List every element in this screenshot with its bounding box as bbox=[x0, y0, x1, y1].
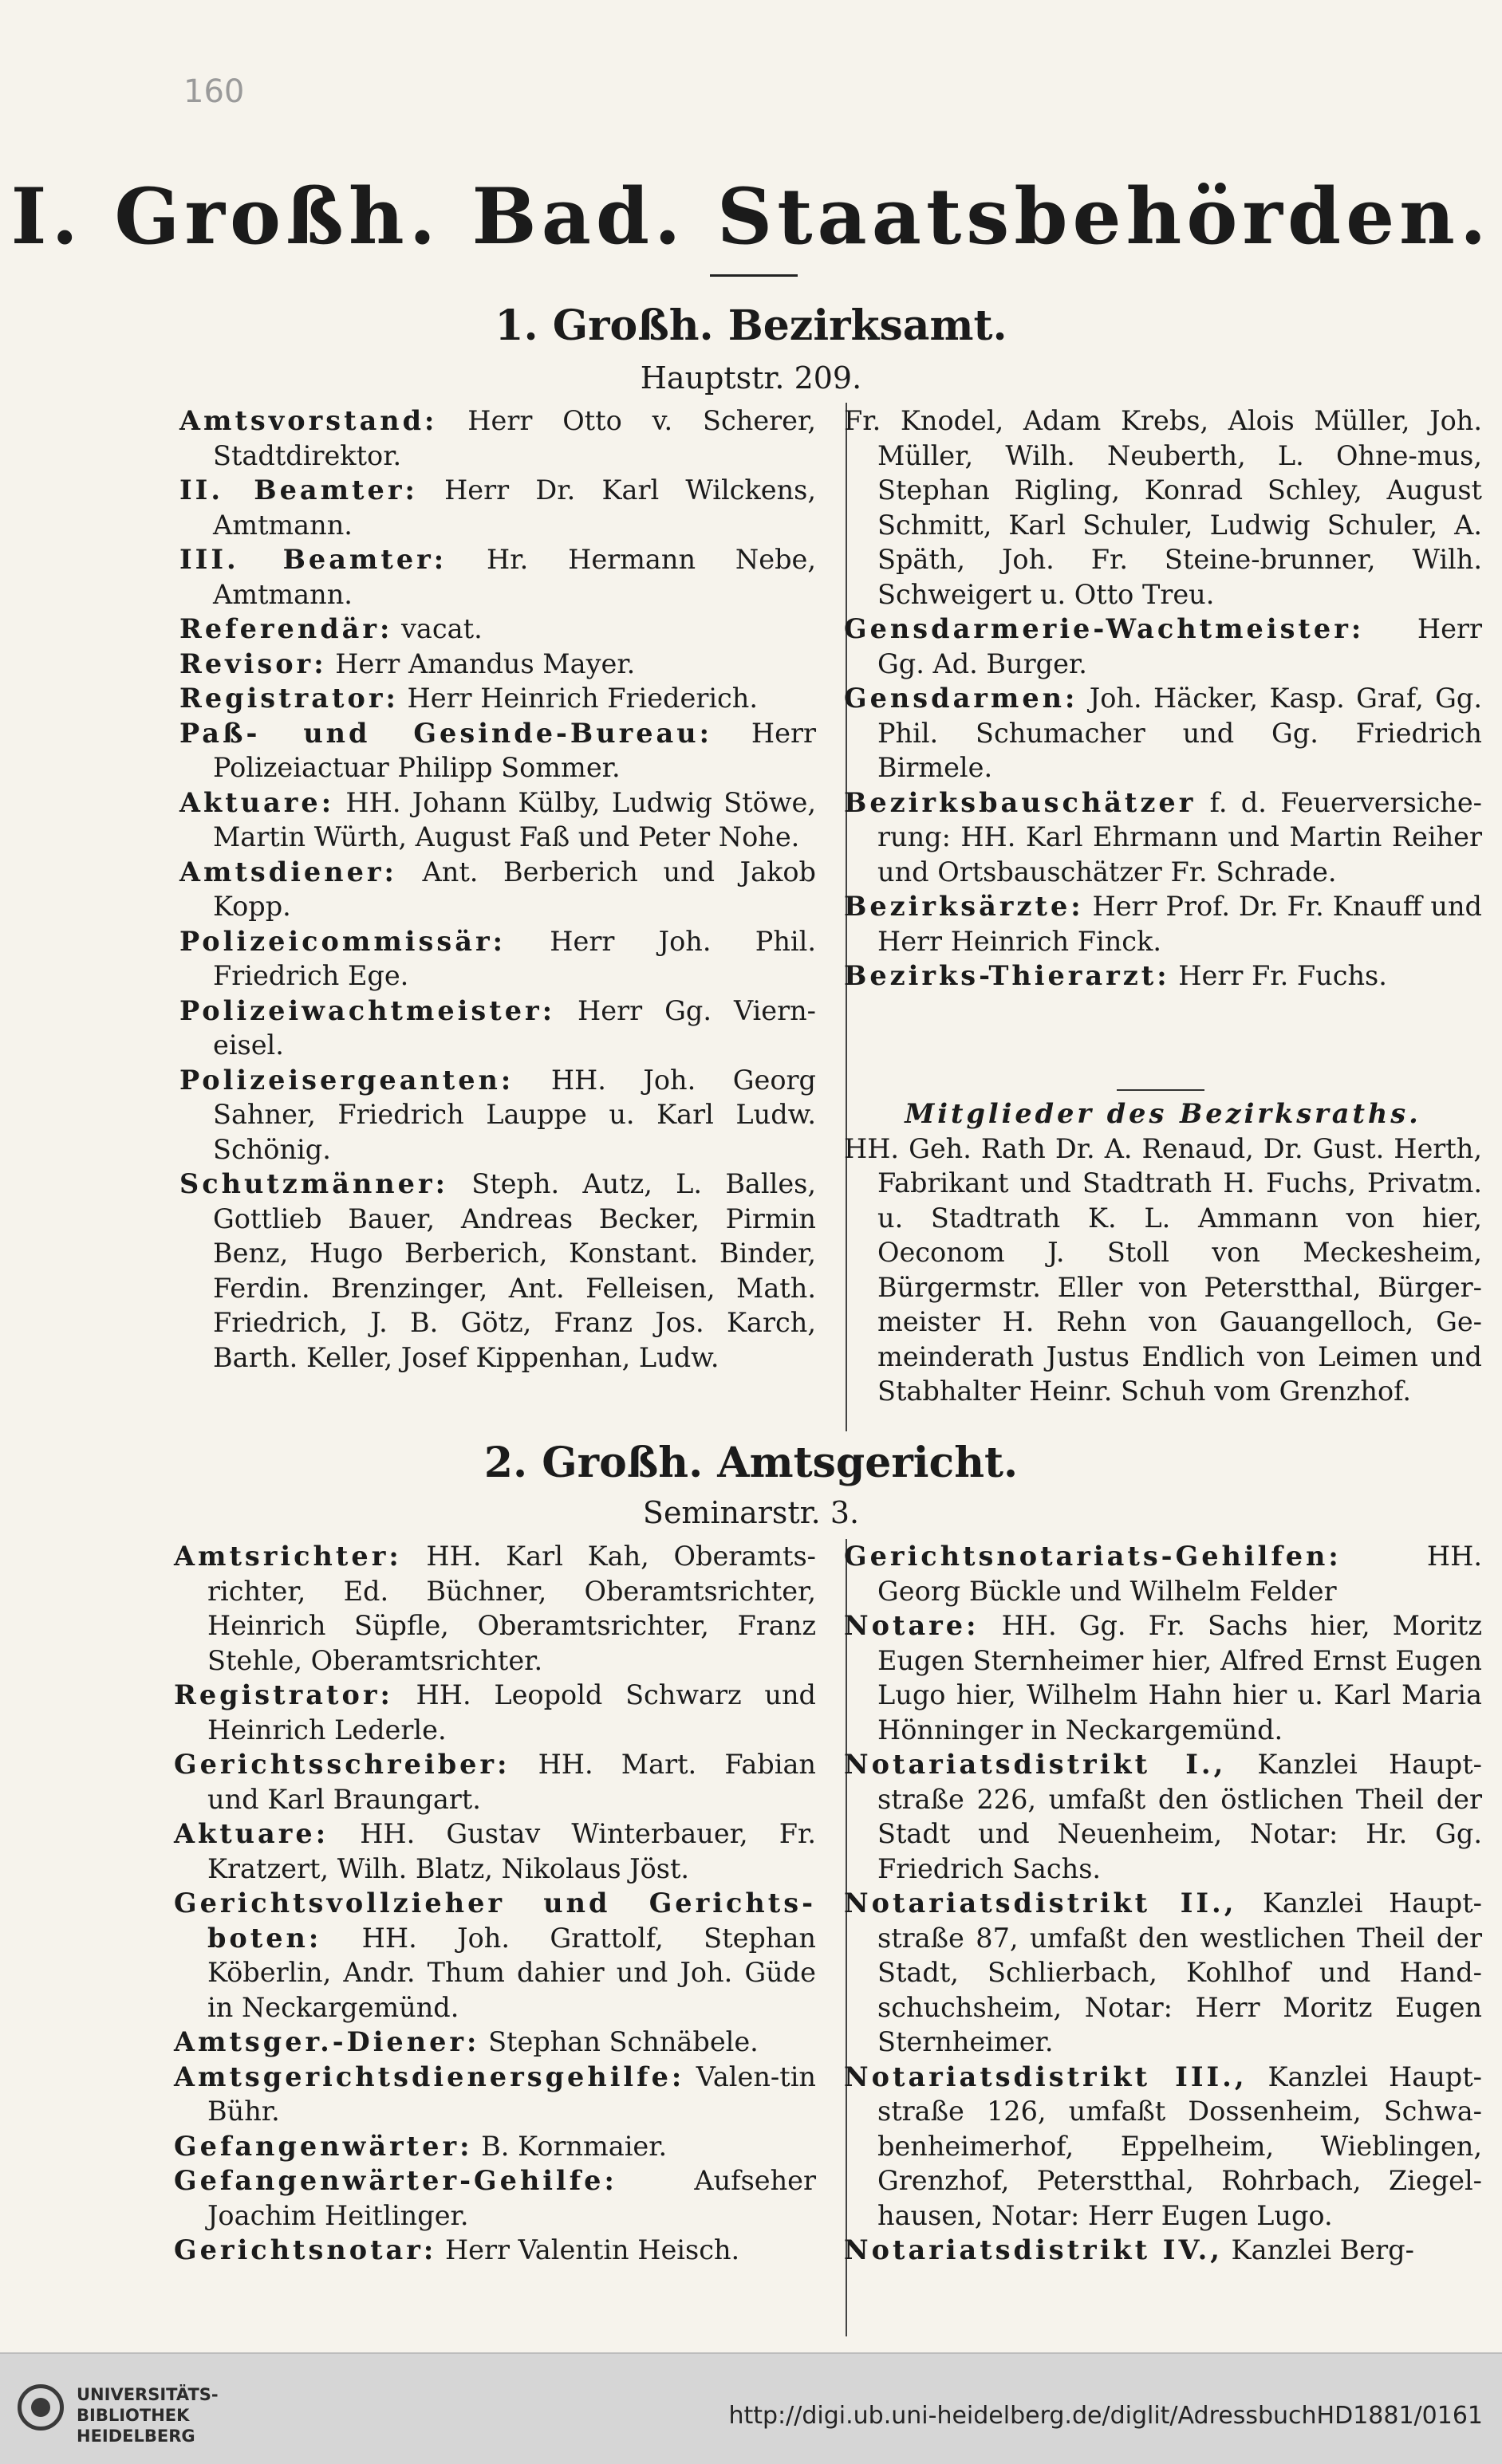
source-url[interactable]: http://digi.ub.uni-heidelberg.de/diglit/AdressbuchHD1881/0161 bbox=[728, 2402, 1483, 2430]
entry bbox=[179, 403, 816, 473]
entry bbox=[844, 1886, 1482, 2060]
entry-text: Herr Joh. Phil. Friedrich Ege. bbox=[213, 925, 816, 991]
entry-label: Bezirksärzte: bbox=[844, 891, 1084, 922]
council-block bbox=[844, 1096, 1482, 1409]
entry-text: Kanzlei Berg- bbox=[1222, 2234, 1414, 2265]
entry bbox=[844, 1747, 1482, 1886]
entry bbox=[179, 1167, 816, 1375]
entry bbox=[844, 403, 1482, 612]
entry-text: Herr Dr. Karl Wilckens, Amtmann. bbox=[213, 474, 816, 541]
entry-label: Amtsdiener: bbox=[179, 856, 397, 888]
entry-label: Amtsgerichtsdienersgehilfe: bbox=[174, 2061, 685, 2092]
entry-label: Amtsvorstand: bbox=[179, 405, 438, 436]
entry-text: vacat. bbox=[392, 613, 483, 644]
entry-text: Aufseher Joachim Heitlinger. bbox=[207, 2165, 816, 2231]
entry-text: HH. Gustav Winterbauer, Fr. Kratzert, Wilh. Blatz, Nikolaus Jöst. bbox=[207, 1818, 816, 1884]
entry bbox=[174, 2060, 816, 2129]
entry-label: Gerichtsvollzieher und Gerichts-boten: bbox=[174, 1887, 816, 1954]
entry-text: Herr Gg. Viern-eisel. bbox=[213, 994, 816, 1061]
entry-label: Gerichtsschreiber: bbox=[174, 1749, 511, 1780]
entry-text: Herr Heinrich Friederich. bbox=[398, 683, 759, 714]
entry-text: HH. Mart. Fabian und Karl Braungart. bbox=[207, 1749, 816, 1815]
entry-label: Aktuare: bbox=[174, 1818, 329, 1849]
entry bbox=[179, 785, 816, 855]
council-text: HH. Geh. Rath Dr. A. Renaud, Dr. Gust. Herth, Fabrikant und Stadtrath H. Fuchs, Privatm. u. Stadtrath K. L. Ammann von hier, Oeconom J. Stoll von Meckesheim, Bürgermstr. Eller von Peterstthal, Bürger-meister H. Rehn von Gauangelloch, Ge-meinderath Justus Endlich von Leimen und Stabhalter Heinr. Schuh vom Grenzhof. bbox=[844, 1132, 1482, 1407]
entry-label: Notariatsdistrikt II., bbox=[844, 1887, 1237, 1919]
entry-text: HH. Johann Külby, Ludwig Stöwe, Martin Würth, August Faß und Peter Nohe. bbox=[213, 786, 816, 852]
entry-label: Gerichtsnotar: bbox=[174, 2234, 437, 2265]
entry-label: Gefangenwärter-Gehilfe: bbox=[174, 2165, 617, 2196]
entry bbox=[174, 2163, 816, 2233]
entry-text: Herr Fr. Fuchs. bbox=[1169, 960, 1387, 991]
entry bbox=[179, 647, 816, 682]
entry-text: Kanzlei Haupt-straße 226, umfaßt den östlichen Theil der Stadt und Neuenheim, Notar: Hr. Gg. Friedrich Sachs. bbox=[877, 1749, 1482, 1884]
entry bbox=[179, 612, 816, 647]
entry-label: Schutzmänner: bbox=[179, 1168, 448, 1199]
entry-text: Herr Gg. Ad. Burger. bbox=[877, 613, 1482, 679]
section1-left-column bbox=[179, 403, 816, 1375]
entry-label: III. Beamter: bbox=[179, 544, 447, 575]
entry bbox=[174, 2233, 816, 2268]
footer-bar bbox=[0, 2352, 1502, 2464]
entry-text: B. Kornmaier. bbox=[472, 2130, 668, 2162]
entry-label: Polizeiwachtmeister: bbox=[179, 994, 556, 1026]
entry-text: Herr Otto v. Scherer, Stadtdirektor. bbox=[213, 405, 816, 471]
entry-text: Steph. Autz, L. Balles, Gottlieb Bauer, Andreas Becker, Pirmin Benz, Hugo Berberich, Konstant. Binder, Ferdin. Brenzinger, Ant. Felleisen, Math. Friedrich, J. B. Götz, Franz Jos. Karch, Barth. Keller, Josef Kippenhan, Ludw. bbox=[213, 1168, 816, 1373]
entry bbox=[174, 1678, 816, 1747]
entry-text: Hr. Hermann Nebe, Amtmann. bbox=[213, 544, 816, 610]
entry-text: Herr Prof. Dr. Fr. Knauff und Herr Heinrich Finck. bbox=[877, 891, 1482, 957]
entry bbox=[174, 1886, 816, 2025]
entry bbox=[844, 2233, 1482, 2268]
page-number: 160 bbox=[183, 73, 245, 110]
section2-left-column bbox=[174, 1539, 816, 2268]
entry-text: Valen-tin Bühr. bbox=[207, 2061, 816, 2127]
entry-label: Gefangenwärter: bbox=[174, 2130, 473, 2162]
entry-text: HH. Leopold Schwarz und Heinrich Lederle. bbox=[207, 1679, 816, 1746]
entry bbox=[844, 889, 1482, 958]
entry-label: Amtsger.-Diener: bbox=[174, 2026, 480, 2057]
entry-label: Notariatsdistrikt III., bbox=[844, 2061, 1248, 2092]
entry-text: HH. Georg Bückle und Wilhelm Felder bbox=[877, 1541, 1482, 1607]
entry-text: HH. Karl Kah, Oberamts-richter, Ed. Büchner, Oberamtsrichter, Heinrich Süpfle, Oberamtsrichter, Franz Stehle, Oberamtsrichter. bbox=[207, 1541, 816, 1676]
entry-label: Registrator: bbox=[179, 683, 399, 714]
entry-label: Referendär: bbox=[179, 613, 393, 644]
section2-address: Seminarstr. 3. bbox=[642, 1495, 860, 1530]
entry bbox=[179, 681, 816, 716]
entry-label: Polizeisergeanten: bbox=[179, 1064, 514, 1096]
entry bbox=[844, 1539, 1482, 1608]
entry bbox=[174, 2025, 816, 2060]
library-name: UNIVERSITÄTS- BIBLIOTHEK HEIDELBERG bbox=[77, 2385, 219, 2446]
council-heading: Mitglieder des Bezirksraths. bbox=[905, 1098, 1421, 1129]
entry bbox=[844, 681, 1482, 785]
entry-label: Amtsrichter: bbox=[174, 1541, 402, 1572]
entry-label: Bezirks-Thierarzt: bbox=[844, 960, 1170, 991]
section2-right-column bbox=[844, 1539, 1482, 2268]
entry-label: Notariatsdistrikt I., bbox=[844, 1749, 1227, 1780]
entry-label: Bezirksbauschätzer bbox=[844, 786, 1196, 818]
entry bbox=[174, 2129, 816, 2164]
entry bbox=[179, 1063, 816, 1167]
entry bbox=[844, 1608, 1482, 1747]
entry-label: Gensdarmen: bbox=[844, 683, 1078, 714]
section1-title: 1. Großh. Bezirksamt. bbox=[495, 301, 1007, 350]
entry bbox=[844, 958, 1482, 994]
entry-text: Kanzlei Haupt-straße 87, umfaßt den westlichen Theil der Stadt, Schlierbach, Kohlhof und Hand-schuchsheim, Notar: Herr Moritz Eugen Sternheimer. bbox=[877, 1887, 1483, 2057]
entry bbox=[174, 1817, 816, 1886]
title-rule bbox=[710, 274, 798, 277]
entry bbox=[844, 2060, 1482, 2234]
entry-label: Aktuare: bbox=[179, 786, 335, 818]
entry-label: Notariatsdistrikt IV., bbox=[844, 2234, 1223, 2265]
entry-label: Gensdarmerie-Wachtmeister: bbox=[844, 613, 1365, 644]
entry-label: Notare: bbox=[844, 1610, 980, 1641]
entry-label: Registrator: bbox=[174, 1679, 393, 1710]
entry bbox=[174, 1747, 816, 1817]
entry bbox=[179, 924, 816, 994]
entry bbox=[844, 612, 1482, 681]
entry bbox=[179, 994, 816, 1063]
page-title: I. Großh. Bad. Staatsbehörden. bbox=[10, 171, 1492, 262]
entry-label: Polizeicommissär: bbox=[179, 925, 506, 957]
entry-text: f. d. Feuerversiche-rung: HH. Karl Ehrmann und Martin Reiher und Ortsbauschätzer Fr. Schrade. bbox=[877, 786, 1482, 888]
entry-text: HH. Joh. Grattolf, Stephan Köberlin, Andr. Thum dahier und Joh. Güde in Neckargemünd. bbox=[207, 1922, 816, 2023]
entry-text: HH. Joh. Georg Sahner, Friedrich Lauppe u. Karl Ludw. Schönig. bbox=[213, 1064, 816, 1165]
entry bbox=[179, 542, 816, 612]
entry bbox=[179, 473, 816, 542]
entry-label: Revisor: bbox=[179, 647, 327, 679]
entry-text: Joh. Häcker, Kasp. Graf, Gg. Phil. Schumacher und Gg. Friedrich Birmele. bbox=[877, 683, 1482, 783]
entry-text: Ant. Berberich und Jakob Kopp. bbox=[213, 856, 816, 922]
section1-address: Hauptstr. 209. bbox=[640, 360, 862, 396]
entry-text: Herr Valentin Heisch. bbox=[436, 2234, 740, 2265]
entry-text: Herr Amandus Mayer. bbox=[326, 647, 636, 679]
section2-title: 2. Großh. Amtsgericht. bbox=[483, 1439, 1019, 1487]
entry bbox=[844, 785, 1482, 890]
entry-text: HH. Gg. Fr. Sachs hier, Moritz Eugen Sternheimer hier, Alfred Ernst Eugen Lugo hier, Wilhelm Hahn hier u. Karl Maria Hönninger in Neckargemünd. bbox=[877, 1610, 1482, 1746]
library-seal-icon bbox=[18, 2384, 64, 2431]
entry-label: Paß- und Gesinde-Bureau: bbox=[179, 717, 712, 749]
entry-text: Kanzlei Haupt-straße 126, umfaßt Dossenheim, Schwa-benheimerhof, Eppelheim, Wieblingen, Grenzhof, Peterstthal, Rohrbach, Ziegel-hausen, Notar: Herr Eugen Lugo. bbox=[877, 2061, 1482, 2231]
entry-label: II. Beamter: bbox=[179, 474, 418, 506]
entry-text: Stephan Schnäbele. bbox=[479, 2026, 759, 2057]
entry-text: Fr. Knodel, Adam Krebs, Alois Müller, Joh. Müller, Wilh. Neuberth, L. Ohne-mus, Stephan Rigling, Konrad Schley, August Schmitt, Karl Schuler, Ludwig Schuler, A. Späth, Joh. Fr. Steine-brunner, Wilh. Schweigert u. Otto Treu. bbox=[844, 405, 1482, 610]
entry bbox=[179, 716, 816, 785]
section1-right-column bbox=[844, 403, 1482, 994]
entry bbox=[174, 1539, 816, 1678]
council-rule bbox=[1117, 1089, 1204, 1091]
entry-text: Herr Polizeiactuar Philipp Sommer. bbox=[213, 717, 816, 783]
entry-label: Gerichtsnotariats-Gehilfen: bbox=[844, 1541, 1342, 1572]
entry bbox=[179, 855, 816, 924]
